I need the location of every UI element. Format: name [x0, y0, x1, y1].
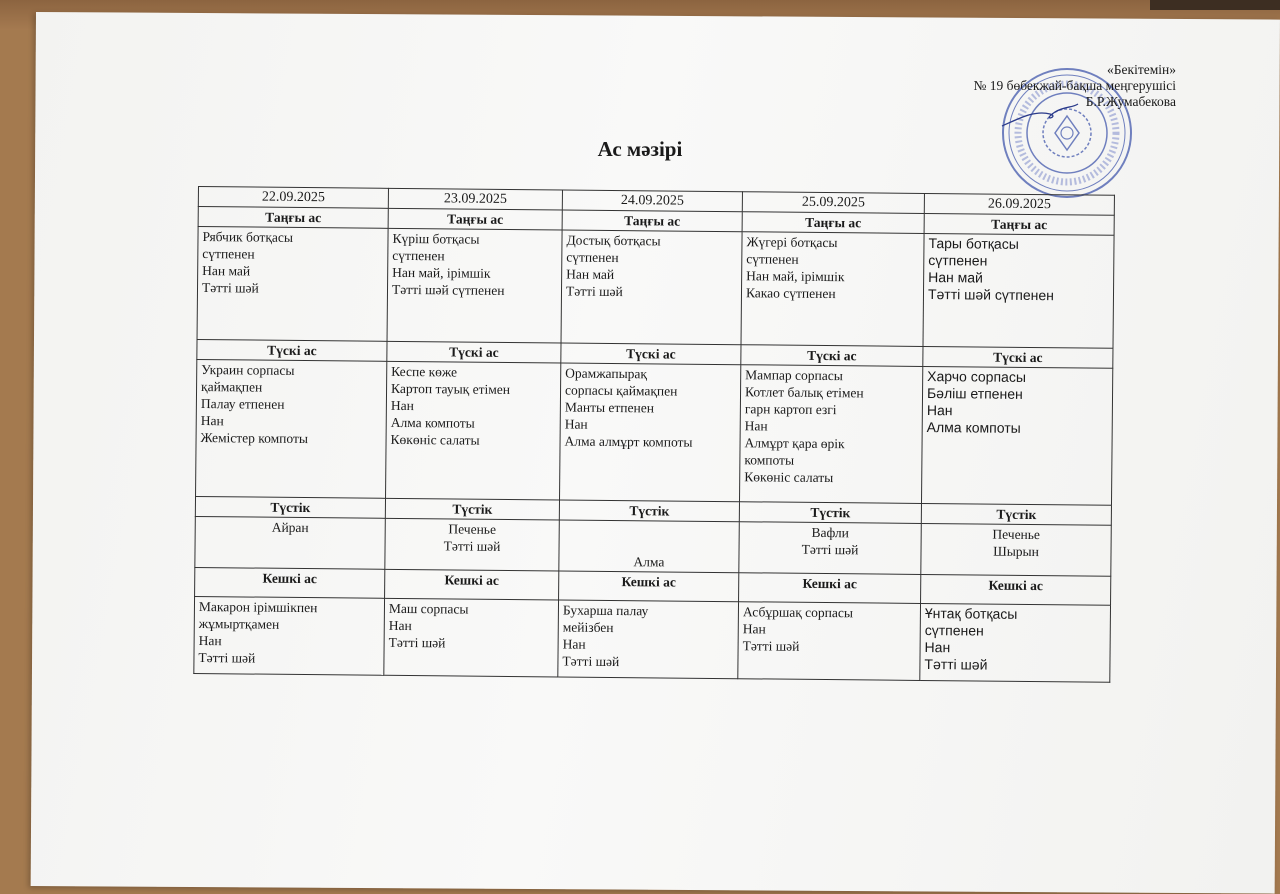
dish-item: Нан май — [566, 266, 615, 282]
dish-item: Асбұршақ сорпасы — [742, 604, 854, 621]
dish-item: компоты — [744, 452, 795, 468]
dish-item: жұмыртқамен — [198, 616, 280, 632]
dish-item: Нан — [926, 402, 953, 419]
meal-label: Кешкі ас — [921, 574, 1111, 605]
meal-label: Түстік — [739, 502, 921, 524]
dinner-cell — [738, 602, 921, 681]
dish-item: Орамжапырақ — [565, 365, 648, 382]
dish-item: Нан — [744, 418, 768, 434]
dish-item: Нан май — [928, 269, 983, 286]
dish-item: қаймақпен — [201, 379, 263, 395]
approval-heading: «Бекітемін» — [1107, 62, 1176, 77]
approval-block — [876, 62, 1176, 110]
snack-cell — [195, 516, 385, 569]
lunch-cell — [196, 359, 387, 498]
lunch-row — [196, 359, 1113, 505]
snack-cell — [559, 520, 739, 573]
snack-cell — [921, 523, 1111, 576]
dish-item: Харчо сорпасы — [927, 368, 1027, 385]
dish-item: Тәтті шәй — [388, 634, 446, 651]
dish-item: сорпасы қаймақпен — [564, 382, 678, 399]
snack-cell — [385, 518, 559, 571]
dish-item: Тәтті шәй — [562, 653, 620, 670]
dinner-row — [194, 596, 1111, 682]
dish-item: Рябчик ботқасы — [202, 229, 294, 245]
dish-item: Кеспе көже — [391, 363, 458, 380]
dish-item: Бухарша палау — [562, 602, 649, 619]
meal-label: Түстік — [921, 503, 1111, 525]
dish-item: Ұнтақ ботқасы — [924, 604, 1018, 622]
dish-item: Алма — [633, 554, 665, 570]
background-object — [1150, 0, 1280, 10]
meal-label: Түскі ас — [741, 345, 923, 367]
dish-item: Тәтті шәй — [443, 538, 501, 554]
meal-label: Таңғы ас — [924, 213, 1114, 235]
dish-item: Тәтті шәй — [198, 650, 256, 666]
dish-item: Мампар сорпасы — [745, 367, 843, 384]
weekly-menu-table — [193, 186, 1115, 683]
dish-item: Жүгері ботқасы — [746, 234, 838, 251]
dish-item: Нан — [924, 638, 951, 656]
meal-label: Таңғы ас — [742, 212, 924, 234]
dish-item: Палау етпенен — [200, 396, 285, 412]
breakfast-cell — [923, 233, 1114, 348]
lunch-cell — [560, 363, 741, 502]
dish-item: сүтпенен — [392, 247, 445, 264]
meal-label: Таңғы ас — [562, 210, 742, 232]
meal-label: Кешкі ас — [559, 571, 739, 602]
dish-item: Тәтті шәй — [742, 638, 800, 654]
lunch-cell — [921, 366, 1112, 505]
dish-item: сүтпенен — [928, 252, 988, 269]
breakfast-row — [197, 227, 1114, 349]
dish-item: Айран — [271, 519, 309, 536]
snack-row — [195, 516, 1111, 576]
dish-item: Нан — [390, 397, 414, 414]
dinner-cell — [558, 600, 739, 679]
dish-item: Печенье — [992, 526, 1041, 543]
dish-item: Тәтті шәй — [924, 655, 988, 673]
dish-item: Тәтті шәй — [201, 280, 259, 296]
meal-label: Кешкі ас — [385, 569, 559, 600]
dish-item: Алмұрт қара өрік — [744, 435, 845, 452]
dish-item: Нан — [742, 621, 766, 637]
dish-item: Алма алмұрт компоты — [564, 433, 693, 450]
meal-label: Таңғы ас — [198, 207, 388, 229]
date-header: 23.09.2025 — [388, 188, 562, 210]
meal-label: Түстік — [195, 496, 385, 518]
dish-item: гарн картоп езгі — [744, 401, 837, 418]
page-title: Ас мәзірі — [597, 137, 683, 161]
dish-item: Көкөніс салаты — [744, 469, 834, 486]
breakfast-cell — [561, 230, 742, 345]
dish-item: сүтпенен — [202, 246, 255, 262]
dish-item: Нан май, ірімшік — [746, 268, 845, 285]
breakfast-cell — [741, 232, 924, 347]
breakfast-cell — [197, 227, 388, 342]
dish-item: Алма компоты — [926, 419, 1021, 436]
dish-item: Көкөніс салаты — [390, 431, 480, 448]
dish-item: Нан — [562, 636, 586, 652]
dish-item: Тәтті шәй — [565, 283, 623, 300]
dish-item: сүтпенен — [746, 251, 799, 267]
breakfast-cell — [387, 228, 562, 343]
dish-item: Нан — [564, 416, 588, 432]
lunch-cell — [739, 365, 922, 504]
dish-item: Алма компоты — [390, 414, 475, 431]
meal-label: Түскі ас — [923, 346, 1113, 368]
dinner-cell — [920, 603, 1111, 682]
dish-item: Нан — [388, 617, 412, 634]
dish-item: Манты етпенен — [564, 399, 655, 416]
meal-label: Түскі ас — [561, 343, 741, 365]
approval-name: Б.Р.Жумабекова — [1085, 94, 1176, 109]
dish-item: Жемістер компоты — [200, 430, 309, 447]
dish-item: Тары ботқасы — [928, 235, 1019, 252]
dish-item: Бәліш етпенен — [926, 385, 1023, 402]
date-header: 24.09.2025 — [562, 190, 742, 212]
dish-item: Печенье — [448, 521, 497, 537]
date-header: 25.09.2025 — [742, 192, 924, 214]
dish-item: Нан май — [202, 263, 251, 279]
date-header: 26.09.2025 — [924, 193, 1114, 215]
dinner-cell — [194, 596, 385, 675]
approval-position: № 19 бөбекжай-бақша меңгерушісі — [973, 78, 1176, 93]
dish-item: Вафли — [811, 524, 849, 541]
dish-item: Нан — [200, 413, 224, 429]
meal-label: Кешкі ас — [739, 573, 921, 604]
dish-item: Тәтті шәй — [801, 541, 859, 558]
dish-item: Какао сүтпенен — [745, 285, 836, 302]
meal-label: Түстік — [559, 500, 739, 522]
meal-label: Түстік — [385, 498, 559, 520]
meal-label: Түскі ас — [197, 339, 387, 361]
dish-item: Маш сорпасы — [388, 600, 469, 617]
dish-item: Күріш ботқасы — [392, 230, 480, 247]
dish-item: Тәтті шәй сүтпенен — [391, 281, 505, 298]
dish-item: сүтпенен — [924, 621, 984, 639]
dish-item: Тәтті шәй сүтпенен — [927, 286, 1054, 304]
dish-item: Макарон ірімшікпен — [198, 599, 318, 616]
snack-cell — [739, 522, 921, 575]
dinner-cell — [384, 598, 559, 677]
dish-item: Нан — [198, 633, 222, 649]
meal-label: Түскі ас — [387, 341, 561, 363]
dish-item: Нан май, ірімшік — [392, 264, 491, 281]
meal-label: Таңғы ас — [388, 208, 562, 230]
dish-item: мейізбен — [562, 619, 614, 636]
lunch-cell — [386, 361, 561, 500]
date-header: 22.09.2025 — [198, 187, 388, 209]
dish-item: Достық ботқасы — [566, 232, 661, 249]
dish-item: сүтпенен — [566, 249, 619, 266]
meal-label: Кешкі ас — [195, 567, 385, 598]
dish-item: Шырын — [993, 543, 1039, 560]
dish-item: Котлет балық етімен — [744, 384, 864, 401]
dish-item: Украин сорпасы — [201, 362, 295, 378]
dish-item: Картоп тауық етімен — [390, 380, 511, 398]
